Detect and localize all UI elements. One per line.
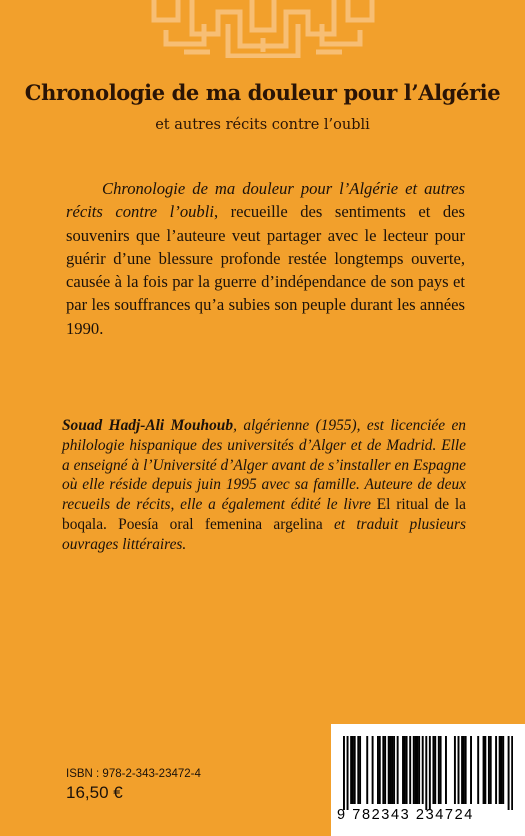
arabesque-ornament: [148, 0, 378, 58]
barcode-bar: [379, 736, 381, 804]
barcode-bar: [454, 736, 456, 804]
author-name: Souad Hadj-Ali Mouhoub: [62, 417, 234, 434]
barcode-bar: [425, 736, 427, 810]
barcode-bar: [490, 736, 492, 804]
barcode-bar: [377, 736, 379, 804]
barcode-bar: [477, 736, 479, 804]
barcode-bar: [495, 736, 497, 804]
bio-text: , algérienne (1955), est licenciée en philologie hispanique des universités d’Alger et de Madrid. Elle a enseigné à l’Université d’Alger avant de s’installer en Espagne où elle réside depuis juin 1995 avec sa famille. Auteure de deux recueils de récits, elle a également édité le livre: [62, 417, 466, 514]
barcode-bar: [416, 736, 418, 804]
barcode-bar: [445, 736, 447, 804]
barcode-bar: [415, 736, 417, 804]
summary-text: , recueille des sentiments et des souvenirs que l’auteure veut partager avec le lecteur pour guérir d’une blessure profonde restée longtemps ouverte, causée à la fois par la guerre d’indépendance de son pays et par les souffrances qu’a subies son peuple durant les années 1990.: [66, 202, 465, 338]
barcode-bar: [384, 736, 386, 804]
barcode-bar: [372, 736, 374, 804]
isbn: ISBN : 978-2-343-23472-4: [66, 768, 201, 780]
barcode-bar: [508, 736, 510, 810]
barcode-bar: [461, 736, 463, 804]
barcode-bar: [390, 736, 392, 804]
barcode-bar: [357, 736, 359, 804]
price: 16,50 €: [66, 783, 123, 802]
barcode-bar: [350, 736, 352, 804]
barcode-bar: [484, 736, 486, 804]
barcode-bar: [391, 736, 393, 804]
barcode-bar: [499, 736, 501, 804]
barcode-bar: [352, 736, 354, 804]
barcode-bar: [347, 736, 349, 810]
barcode-bar: [388, 736, 390, 804]
barcode-bar: [409, 736, 411, 804]
barcode-bar: [422, 736, 424, 804]
barcode-bar: [465, 736, 467, 804]
barcode-bar: [500, 736, 502, 804]
barcode-bar: [393, 736, 395, 804]
author-bio: [62, 416, 466, 555]
barcode-bar: [511, 736, 513, 810]
book-subtitle: et autres récits contre l’oubli: [155, 117, 370, 133]
barcode-bar: [432, 736, 434, 804]
barcode-bar: [458, 736, 460, 804]
barcode-bar: [413, 736, 415, 804]
barcode-bar: [404, 736, 406, 804]
barcode-number: 9 782343 234724: [337, 807, 474, 823]
barcode-bar: [429, 736, 431, 810]
barcode: [331, 724, 525, 836]
barcode-bar: [406, 736, 408, 804]
barcode-bar: [418, 736, 420, 804]
barcode-bars: [343, 736, 513, 810]
summary-book-title: Chronologie de ma douleur pour l’Algérie et autres récits contre l’oubli: [66, 179, 465, 222]
barcode-bar: [402, 736, 404, 804]
barcode-bar: [343, 736, 345, 810]
barcode-bar: [470, 736, 472, 804]
barcode-bar: [483, 736, 485, 804]
barcode-bar: [382, 736, 384, 804]
book-title: Chronologie de ma douleur pour l’Algérie: [24, 80, 501, 105]
barcode-bar: [438, 736, 440, 804]
book-summary: [66, 177, 465, 340]
barcode-bar: [488, 736, 490, 804]
barcode-bar: [366, 736, 368, 804]
bio-book-title: El ritual de la boqala. Poesía oral femenina argelina: [62, 496, 466, 533]
barcode-bar: [359, 736, 361, 804]
barcode-bar: [397, 736, 399, 804]
bio-text-end: et traduit plusieurs ouvrages littéraires.: [62, 515, 466, 553]
barcode-bar: [354, 736, 356, 804]
barcode-bar: [440, 736, 442, 804]
barcode-bar: [463, 736, 465, 804]
barcode-bar: [502, 736, 504, 804]
barcode-bar: [434, 736, 436, 804]
